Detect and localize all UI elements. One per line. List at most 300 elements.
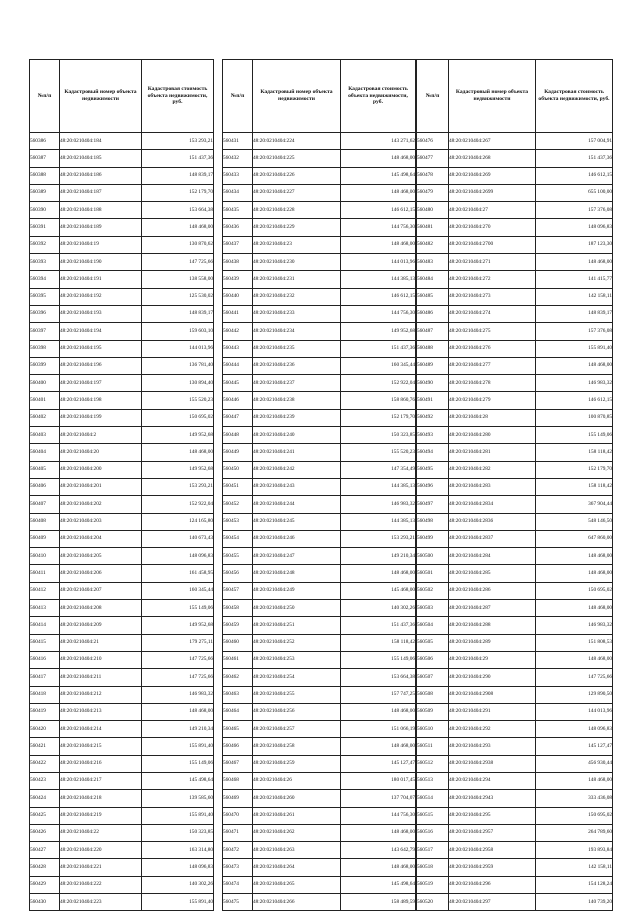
cadastral-value: 152 922,04 [341,375,416,392]
table-row [30,738,214,755]
row-number: 560441 [223,305,253,322]
table-row [223,219,416,236]
row-number: 560431 [223,133,253,150]
header-number: №п/п [417,60,449,133]
cadastral-number: 48:20:0210404:2700 [449,236,536,253]
cadastral-value: 151 437,36 [341,340,416,357]
table-row [223,167,416,184]
table-row [30,859,214,876]
row-number: 560510 [417,721,449,738]
table-row [30,876,214,893]
cadastral-value: 152 179,70 [142,184,214,201]
table-row [30,427,214,444]
table-row [30,548,214,565]
table-row [30,202,214,219]
table-row [30,600,214,617]
cadastral-value: 148 096,83 [142,548,214,565]
cadastral-number: 48:20:0210404:255 [253,686,341,703]
row-number: 560398 [30,340,60,357]
header-number: №п/п [223,60,253,133]
table-row [223,772,416,789]
row-number: 560437 [223,236,253,253]
row-number: 560435 [223,202,253,219]
cadastral-number: 48:20:0210404:224 [253,133,341,150]
table-row [30,496,214,513]
cadastral-number: 48:20:0210404:200 [60,461,142,478]
table-row [223,236,416,253]
row-number: 560511 [417,738,449,755]
table-row [417,375,613,392]
cadastral-value: 144 385,13 [341,513,416,530]
cadastral-number: 48:20:0210404:284 [449,548,536,565]
cadastral-value: 153 293,21 [142,133,214,150]
table-row [223,548,416,565]
cadastral-number: 48:20:0210404:268 [449,150,536,167]
table-row [30,288,214,305]
table-row [30,340,214,357]
cadastral-number: 48:20:0210404:218 [60,790,142,807]
table-row [417,444,613,461]
row-number: 560426 [30,824,60,841]
row-number: 560485 [417,288,449,305]
row-number: 560420 [30,721,60,738]
cadastral-number: 48:20:0210404:237 [253,375,341,392]
row-number: 560442 [223,323,253,340]
table-row [223,271,416,288]
row-number: 560513 [417,772,449,789]
cadastral-value: 145 498,64 [341,876,416,893]
cadastral-value: 148 839,17 [142,305,214,322]
table-row [30,375,214,392]
cadastral-number: 48:20:0210404:2938 [449,755,536,772]
cadastral-value: 148 468,00 [142,703,214,720]
header-cadastral-value: Кадастровая стоимость объекта недвижимости, руб. [341,60,416,133]
table-row [417,669,613,686]
row-number: 560492 [417,409,449,426]
table-row [223,305,416,322]
cadastral-value: 148 839,17 [142,167,214,184]
table-row [417,634,613,651]
row-number: 560473 [223,859,253,876]
cadastral-number: 48:20:0210404:260 [253,790,341,807]
table-row [30,357,214,374]
cadastral-number: 48:20:0210404:206 [60,565,142,582]
table-row [30,409,214,426]
cadastral-number: 48:20:0210404:188 [60,202,142,219]
cadastral-number: 48:20:0210404:276 [449,340,536,357]
table-row [417,894,613,911]
table-row [223,790,416,807]
cadastral-value: 157 747,25 [341,686,416,703]
row-number: 560488 [417,340,449,357]
cadastral-number: 48:20:0210404:236 [253,357,341,374]
row-number: 560478 [417,167,449,184]
row-number: 560428 [30,859,60,876]
cadastral-number: 48:20:0210404:211 [60,669,142,686]
cadastral-value: 142 158,11 [536,859,613,876]
cadastral-value: 152 179,70 [341,409,416,426]
table-row [30,790,214,807]
row-number: 560399 [30,357,60,374]
cadastral-number: 48:20:0210404:261 [253,807,341,824]
row-number: 560395 [30,288,60,305]
row-number: 560447 [223,409,253,426]
cadastral-number: 48:20:0210404:288 [449,617,536,634]
table-row [30,461,214,478]
cadastral-number: 48:20:0210404:235 [253,340,341,357]
cadastral-value: 143 642,79 [341,842,416,859]
row-number: 560461 [223,651,253,668]
cadastral-value: 148 468,00 [341,859,416,876]
cadastral-value: 179 275,11 [142,634,214,651]
table-row [223,600,416,617]
row-number: 560416 [30,651,60,668]
table-row [417,409,613,426]
table-row [223,876,416,893]
cadastral-value: 161 458,95 [142,565,214,582]
table-row [223,513,416,530]
cadastral-value: 148 468,00 [536,772,613,789]
cadastral-number: 48:20:0210404:248 [253,565,341,582]
cadastral-value: 148 839,17 [536,305,613,322]
row-number: 560455 [223,548,253,565]
cadastral-value: 148 468,00 [341,184,416,201]
cadastral-number: 48:20:0210404:227 [253,184,341,201]
cadastral-value: 137 704,07 [341,790,416,807]
cadastral-value: 144 756,30 [341,305,416,322]
cadastral-number: 48:20:0210404:204 [60,530,142,547]
row-number: 560496 [417,478,449,495]
cadastral-number: 48:20:0210404:267 [449,133,536,150]
cadastral-value: 148 096,83 [536,721,613,738]
table-row [417,478,613,495]
cadastral-value: 163 314,80 [142,842,214,859]
header-cadastral-number: Кадастровый номер объекта недвижимости [449,60,536,133]
cadastral-number: 48:20:0210404:203 [60,513,142,530]
cadastral-value: 157 376,08 [536,323,613,340]
cadastral-value: 193 893,84 [536,842,613,859]
header-cadastral-number: Кадастровый номер объекта недвижимости [253,60,341,133]
row-number: 560443 [223,340,253,357]
table-row [223,842,416,859]
cadastral-value: 144 385,13 [341,478,416,495]
row-number: 560483 [417,254,449,271]
cadastral-number: 48:20:0210404:250 [253,600,341,617]
row-number: 560456 [223,565,253,582]
row-number: 560476 [417,133,449,150]
cadastral-value: 144 013,96 [536,703,613,720]
table-row [417,133,613,150]
cadastral-number: 48:20:0210404:289 [449,634,536,651]
table-row [223,444,416,461]
row-number: 560408 [30,513,60,530]
table-row [417,824,613,841]
cadastral-value: 147 725,66 [142,651,214,668]
cadastral-value: 155 891,40 [142,738,214,755]
cadastral-value: 146 612,15 [536,167,613,184]
cadastral-number: 48:20:0210404:27 [449,202,536,219]
row-number: 560490 [417,375,449,392]
cadastral-number: 48:20:0210404:281 [449,444,536,461]
table-row [417,236,613,253]
table-header-row [417,60,613,133]
table-row [417,219,613,236]
cadastral-number: 48:20:0210404:277 [449,357,536,374]
row-number: 560439 [223,271,253,288]
cadastral-value: 367 904,44 [536,496,613,513]
cadastral-value: 158 860,76 [341,392,416,409]
cadastral-number: 48:20:0210404:26 [253,772,341,789]
cadastral-value: 152 179,70 [536,461,613,478]
cadastral-number: 48:20:0210404:2837 [449,530,536,547]
cadastral-value: 157 376,08 [536,202,613,219]
header-cadastral-number: Кадастровый номер объекта недвижимости [60,60,142,133]
table-row [223,288,416,305]
table-row [30,772,214,789]
header-cadastral-value: Кадастровая стоимость объекта недвижимости, руб. [142,60,214,133]
cadastral-number: 48:20:0210404:2959 [449,859,536,876]
cadastral-number: 48:20:0210404:202 [60,496,142,513]
row-number: 560402 [30,409,60,426]
cadastral-number: 48:20:0210404:214 [60,721,142,738]
row-number: 560493 [417,427,449,444]
cadastral-number: 48:20:0210404:270 [449,219,536,236]
table-row [417,565,613,582]
cadastral-value: 160 345,44 [341,357,416,374]
cadastral-value: 149 210,34 [142,721,214,738]
cadastral-number: 48:20:0210404:285 [449,565,536,582]
cadastral-number: 48:20:0210404:2957 [449,824,536,841]
table-row [417,651,613,668]
cadastral-value: 130 894,40 [142,375,214,392]
cadastral-number: 48:20:0210404:209 [60,617,142,634]
cadastral-value: 138 558,00 [142,271,214,288]
table-row [223,375,416,392]
cadastral-number: 48:20:0210404:190 [60,254,142,271]
row-number: 560412 [30,582,60,599]
cadastral-number: 48:20:0210404:216 [60,755,142,772]
row-number: 560509 [417,703,449,720]
cadastral-number: 48:20:0210404:195 [60,340,142,357]
cadastral-number: 48:20:0210404:189 [60,219,142,236]
table-row [417,772,613,789]
table-row [417,721,613,738]
row-number: 560487 [417,323,449,340]
table-row [417,167,613,184]
cadastral-number: 48:20:0210404:2 [60,427,142,444]
row-number: 560500 [417,548,449,565]
cadastral-number: 48:20:0210404:22 [60,824,142,841]
table-row [30,236,214,253]
table-row [30,721,214,738]
row-number: 560499 [417,530,449,547]
cadastral-value: 140 673,43 [142,530,214,547]
row-number: 560422 [30,755,60,772]
row-number: 560404 [30,444,60,461]
row-number: 560433 [223,167,253,184]
row-number: 560480 [417,202,449,219]
table-row [417,600,613,617]
cadastral-number: 48:20:0210404:244 [253,496,341,513]
row-number: 560512 [417,755,449,772]
cadastral-value: 145 498,64 [341,167,416,184]
table-row [30,565,214,582]
row-number: 560429 [30,876,60,893]
cadastral-number: 48:20:0210404:230 [253,254,341,271]
cadastral-value: 153 664,38 [142,202,214,219]
table-row [30,513,214,530]
row-number: 560486 [417,305,449,322]
row-number: 560444 [223,357,253,374]
cadastral-number: 48:20:0210404:19 [60,236,142,253]
cadastral-value: 148 468,00 [341,565,416,582]
cadastral-value: 647 860,00 [536,530,613,547]
cadastral-number: 48:20:0210404:297 [449,894,536,911]
table-row [30,271,214,288]
table-row [223,323,416,340]
row-number: 560446 [223,392,253,409]
table-row [417,288,613,305]
table-row [30,842,214,859]
cadastral-value: 147 725,66 [536,669,613,686]
row-number: 560401 [30,392,60,409]
cadastral-value: 140 302,26 [142,876,214,893]
row-number: 560403 [30,427,60,444]
table-row [30,133,214,150]
row-number: 560400 [30,375,60,392]
cadastral-value: 148 468,00 [536,254,613,271]
row-number: 560432 [223,150,253,167]
table-row [417,548,613,565]
cadastral-number: 48:20:0210404:2699 [449,184,536,201]
table-row [223,669,416,686]
cadastral-number: 48:20:0210404:290 [449,669,536,686]
cadastral-value: 146 983,32 [536,617,613,634]
table-row [223,738,416,755]
cadastral-value: 151 808,53 [536,634,613,651]
cadastral-value: 142 158,11 [536,288,613,305]
cadastral-value: 144 756,30 [341,219,416,236]
cadastral-value: 146 612,15 [536,392,613,409]
table-row [417,703,613,720]
cadastral-number: 48:20:0210404:205 [60,548,142,565]
table-row [223,721,416,738]
cadastral-value: 158 489,59 [341,894,416,911]
row-number: 560424 [30,790,60,807]
cadastral-number: 48:20:0210404:217 [60,772,142,789]
cadastral-number: 48:20:0210404:228 [253,202,341,219]
cadastral-value: 153 293,21 [142,478,214,495]
table-row [417,461,613,478]
cadastral-value: 159 603,10 [142,323,214,340]
cadastral-number: 48:20:0210404:234 [253,323,341,340]
cadastral-value: 145 127,47 [341,755,416,772]
cadastral-number: 48:20:0210404:287 [449,600,536,617]
row-number: 560423 [30,772,60,789]
header-number: №п/п [30,60,60,133]
cadastral-number: 48:20:0210404:197 [60,375,142,392]
cadastral-number: 48:20:0210404:23 [253,236,341,253]
row-number: 560519 [417,876,449,893]
cadastral-number: 48:20:0210404:280 [449,427,536,444]
table-row [30,755,214,772]
cadastral-value: 148 468,00 [142,444,214,461]
cadastral-value: 151 437,36 [536,150,613,167]
row-number: 560406 [30,478,60,495]
table-row [417,427,613,444]
cadastral-number: 48:20:0210404:251 [253,617,341,634]
table-row [417,755,613,772]
cadastral-value: 148 468,00 [536,357,613,374]
table-row [223,894,416,911]
cadastral-number: 48:20:0210404:259 [253,755,341,772]
cadastral-number: 48:20:0210404:191 [60,271,142,288]
cadastral-value: 655 100,00 [536,184,613,201]
row-number: 560417 [30,669,60,686]
row-number: 560466 [223,738,253,755]
cadastral-value: 147 725,66 [142,669,214,686]
table-row [223,202,416,219]
cadastral-value: 144 013,96 [142,340,214,357]
cadastral-value: 148 468,00 [341,824,416,841]
row-number: 560458 [223,600,253,617]
cadastral-number: 48:20:0210404:273 [449,288,536,305]
table-row [417,150,613,167]
table-row [30,686,214,703]
cadastral-number: 48:20:0210404:187 [60,184,142,201]
table-row [223,357,416,374]
cadastral-value: 146 612,15 [341,202,416,219]
table-row [223,133,416,150]
cadastral-number: 48:20:0210404:266 [253,894,341,911]
table-row [223,686,416,703]
row-number: 560472 [223,842,253,859]
table-row [223,703,416,720]
table-row [223,807,416,824]
row-number: 560460 [223,634,253,651]
table-row [30,651,214,668]
cadastral-number: 48:20:0210404:219 [60,807,142,824]
table-row [223,340,416,357]
cadastral-value: 150 695,02 [536,582,613,599]
cadastral-number: 48:20:0210404:196 [60,357,142,374]
table-row [30,617,214,634]
cadastral-number: 48:20:0210404:262 [253,824,341,841]
row-number: 560504 [417,617,449,634]
cadastral-number: 48:20:0210404:265 [253,876,341,893]
row-number: 560453 [223,513,253,530]
cadastral-value: 157 004,91 [536,133,613,150]
row-number: 560391 [30,219,60,236]
cadastral-table-1 [29,59,214,911]
cadastral-value: 144 756,30 [341,807,416,824]
row-number: 560514 [417,790,449,807]
cadastral-number: 48:20:0210404:279 [449,392,536,409]
table-row [223,617,416,634]
cadastral-value: 129 890,50 [536,686,613,703]
row-number: 560469 [223,790,253,807]
row-number: 560491 [417,392,449,409]
cadastral-value: 100 870,85 [536,409,613,426]
cadastral-number: 48:20:0210404:226 [253,167,341,184]
row-number: 560387 [30,150,60,167]
row-number: 560410 [30,548,60,565]
cadastral-value: 151 437,36 [142,150,214,167]
row-number: 560506 [417,651,449,668]
table-header-row [30,60,214,133]
row-number: 560459 [223,617,253,634]
cadastral-value: 140 302,26 [341,600,416,617]
